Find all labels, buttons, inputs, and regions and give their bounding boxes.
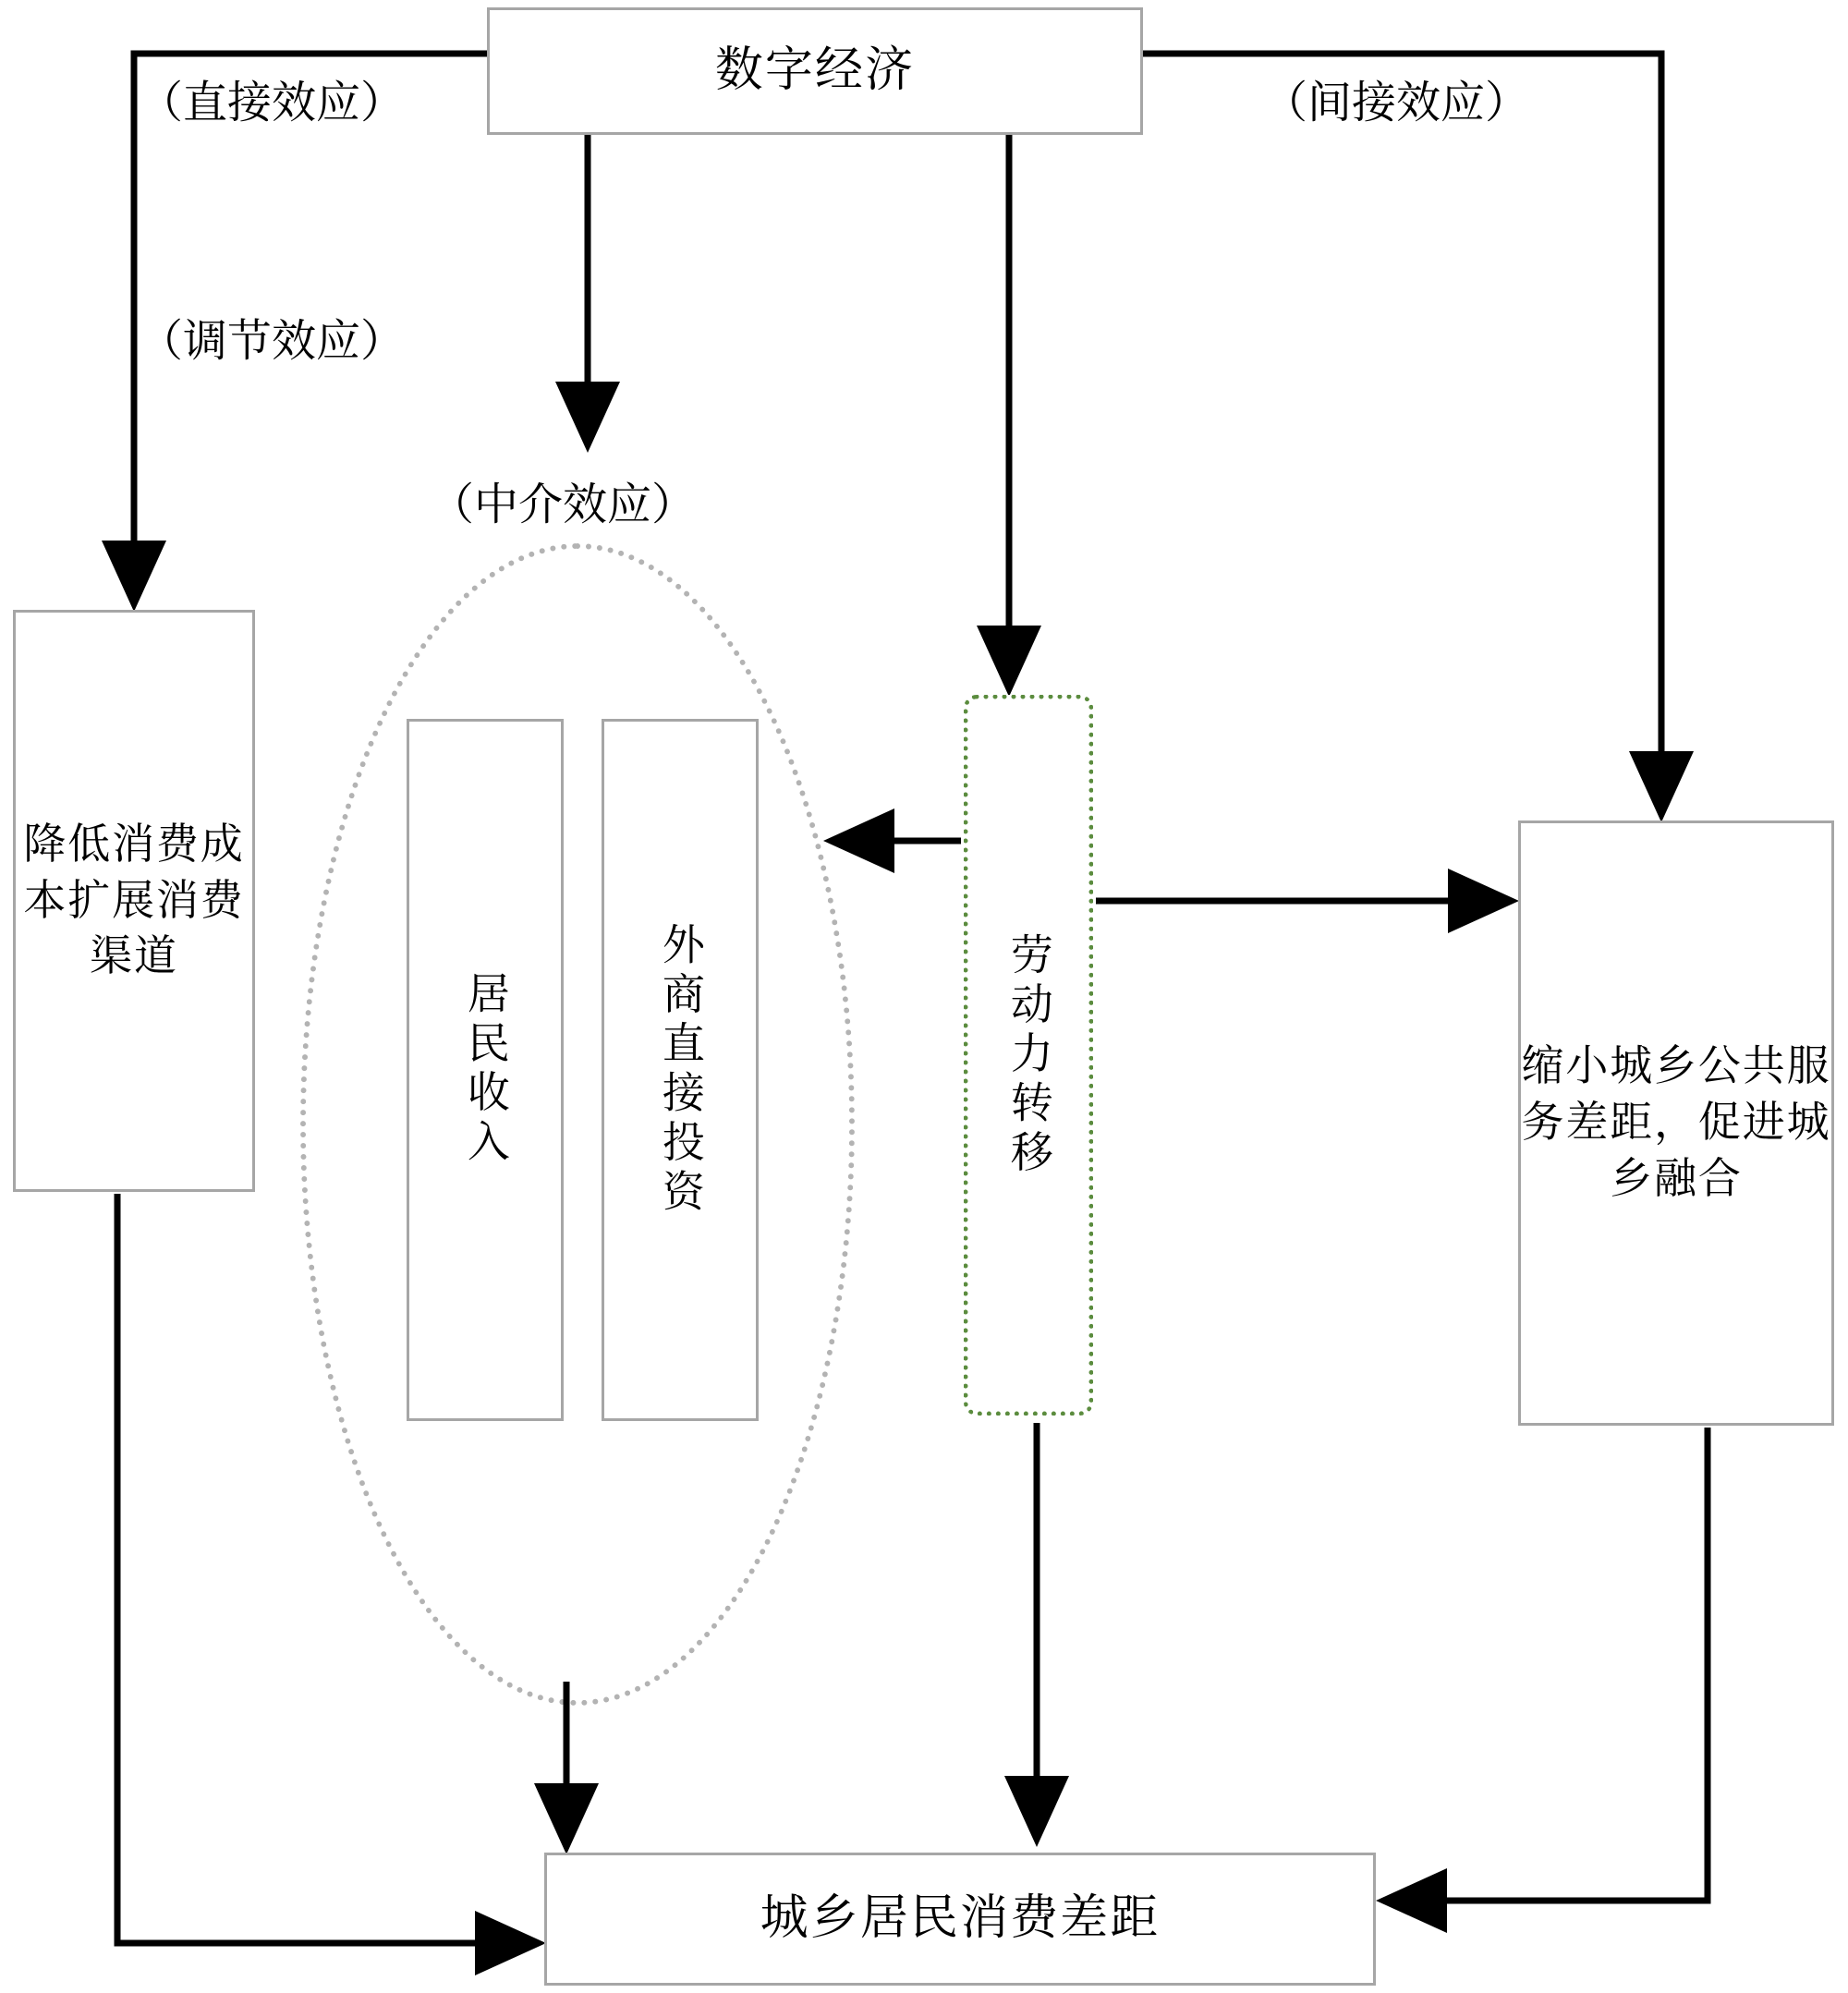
node-public-service-gap[interactable] — [1518, 820, 1834, 1426]
edge-digital-to-public-service — [1143, 54, 1661, 809]
node-resident-income[interactable] — [407, 719, 564, 1421]
edge-label-direct-effect: （直接效应） — [139, 79, 406, 128]
node-urban-rural-consumption-gap-label: 城乡居民消费差距 — [760, 1891, 1161, 1945]
node-public-service-gap-label: 缩小城乡公共服务差距，促进城乡融合 — [1521, 1042, 1831, 1202]
node-digital-economy[interactable] — [487, 7, 1143, 135]
node-lower-consumption-cost-label: 降低消费成本扩展消费渠道 — [23, 820, 245, 980]
node-lower-consumption-cost[interactable] — [13, 610, 255, 1192]
node-labor-transfer[interactable] — [964, 695, 1093, 1416]
node-resident-income-label: 居民收入 — [461, 971, 509, 1169]
edge-label-moderating-effect: （调节效应） — [139, 317, 406, 366]
mediation-grouping-ellipse — [300, 543, 855, 1706]
node-foreign-direct-investment[interactable] — [602, 719, 759, 1421]
node-urban-rural-consumption-gap[interactable] — [544, 1853, 1376, 1986]
edge-public-service-to-gap — [1389, 1428, 1708, 1901]
edge-label-mediating-effect: （中介效应） — [430, 480, 697, 529]
node-foreign-direct-investment-label: 外商直接投资 — [656, 921, 704, 1219]
node-digital-economy-label: 数字经济 — [714, 43, 916, 97]
edge-label-indirect-effect: （间接效应） — [1263, 79, 1530, 128]
node-labor-transfer-label: 劳动力转移 — [1004, 931, 1052, 1179]
